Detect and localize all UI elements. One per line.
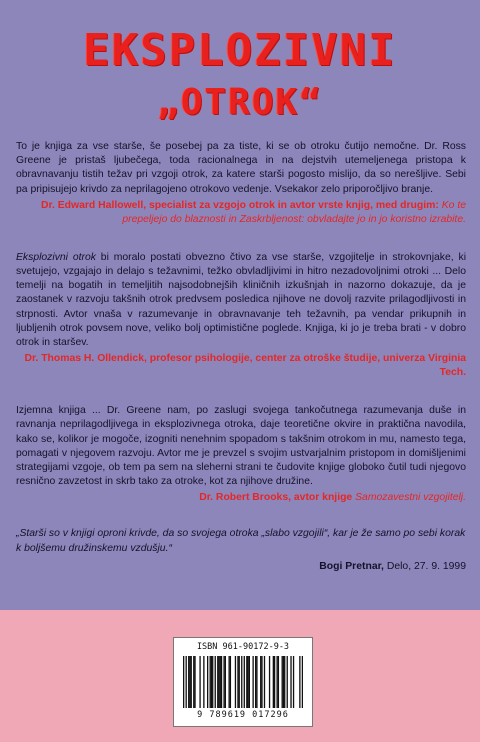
- blurb-1-credit-works: Ko te prepeljejo do blaznosti in Zaskrbljenost: obvladajte jo in jo koristno izrabite.: [122, 199, 466, 225]
- barcode-bar: [256, 656, 257, 708]
- barcode-bar: [211, 656, 212, 708]
- barcode-bar: [249, 656, 250, 708]
- blurb-3-credit-work: Samozavestni vzgojitelj.: [355, 492, 466, 504]
- title-line-1: EKSPLOZIVNI: [83, 25, 397, 76]
- barcode-bar: [220, 656, 221, 708]
- barcode-bar: [230, 656, 231, 708]
- barcode-bar: [299, 656, 300, 708]
- isbn-text: ISBN 961-90172-9-3: [196, 642, 290, 652]
- barcode-bar: [221, 656, 222, 708]
- barcode-bar: [247, 656, 248, 708]
- barcode-number: 9 789619 017296: [197, 710, 289, 720]
- barcode-bar: [287, 656, 288, 708]
- blurb-3-credit: [16, 491, 466, 505]
- barcode-bar: [203, 656, 204, 708]
- barcode-bar: [223, 656, 224, 708]
- barcode-bar: [283, 656, 284, 708]
- barcode-bar: [186, 656, 187, 708]
- barcode-bar: [237, 656, 238, 708]
- barcode-bar: [260, 656, 261, 708]
- blurb-3-credit-role: avtor knjige: [293, 492, 353, 504]
- barcode-bar: [274, 656, 275, 708]
- barcode-bar: [228, 656, 229, 708]
- barcode-bar: [189, 656, 190, 708]
- blurb-1-credit-role: specialist za vzgojo otrok in avtor vrste knjig, med drugim:: [148, 199, 439, 211]
- barcode-bar: [290, 656, 291, 708]
- barcode-bar: [210, 656, 211, 708]
- barcode-bar: [276, 656, 277, 708]
- blurb-2-credit: [16, 352, 466, 380]
- press-quote-author: Bogi Pretnar,: [319, 560, 384, 572]
- blurb-1-credit-name: Dr. Edward Hallowell,: [41, 199, 147, 211]
- press-quote-source: Delo, 27. 9. 1999: [386, 560, 466, 572]
- barcode-bar: [239, 656, 240, 708]
- barcode-bar: [252, 656, 253, 708]
- barcode-bar: [261, 656, 262, 708]
- barcode-bar: [235, 656, 236, 708]
- barcode-bar: [269, 656, 270, 708]
- barcode-bar: [207, 656, 208, 708]
- barcode-bar: [194, 656, 195, 708]
- barcode-bar: [199, 656, 200, 708]
- barcode-bar: [217, 656, 218, 708]
- barcode-icon: [183, 656, 303, 708]
- barcode-bar: [193, 656, 194, 708]
- barcode-bar: [255, 656, 256, 708]
- barcode-bar: [302, 656, 303, 708]
- barcode-bar: [246, 656, 247, 708]
- barcode-bar: [264, 656, 265, 708]
- barcode-bar: [282, 656, 283, 708]
- barcode-bar: [284, 656, 285, 708]
- blurb-column: [16, 140, 466, 574]
- barcode-bar: [273, 656, 274, 708]
- barcode-bar: [241, 656, 242, 708]
- barcode-label: [173, 637, 313, 727]
- barcode-bar: [225, 656, 226, 708]
- barcode-bar: [212, 656, 213, 708]
- barcode-bar: [218, 656, 219, 708]
- press-quote-credit: [16, 560, 466, 574]
- blurb-3-credit-name: Dr. Robert Brooks,: [199, 492, 291, 504]
- blurb-2-book-title: Eksplozivni otrok: [16, 251, 96, 263]
- barcode-bar: [191, 656, 192, 708]
- blurb-3-text: Izjemna knjiga ... Dr. Greene nam, po zaslugi svojega tankočutnega razumevanja duše in ravnanja neprilagodljivega in eksplozivnega otroka, daje teoretične okvire in praktična navodila, kako se, kolikor je mogoče, izogniti nenehnim spopadom s takšnim otrokom in mu, namesto tega, pomagati v njegovem razvoju. Avtor me je prevzel s svojim ustvarjalnim pristopom in domišljenimi strategijami vzgoje, ob tem pa sem na sleherni strani te čudovite knjige globoko čutil tudi njegovo resnično zavzetost in skrb tako za otroke, kot za njihove družine.: [16, 405, 466, 488]
- blurb-2-credit-name: Dr. Thomas H. Ollendick,: [24, 353, 147, 365]
- blurb-1-text: To je knjiga za vse starše, še posebej pa za tiste, ki se ob otroku čutijo nemočne. Dr. Ross Greene je pristaš ljubečega, toda racionalnega in na dejstvih utemeljenega pristopa k obravnavanju tistih težav pri vzgoji otrok, za katere starši pogosto mislijo, da so nerešljive. Sebi pa pripisujejo krivdo za neprilagojeno otrokovo vedenje. Vsekakor zelo priporočljivo branje.: [16, 141, 466, 195]
- barcode-bar: [293, 656, 294, 708]
- barcode-bar: [278, 656, 279, 708]
- barcode-bar: [215, 656, 216, 708]
- blurb-2-text: bi moralo postati obvezno čtivo za vse starše, vzgojitelje in strokovnjake, ki svetujejo, vzgajajo in delajo s težavnimi, težko obvladljivimi in hitro nezadovoljnimi otroki ... Delo temelji na bogatih in temeljitih najsodobnejših kliničnih izkušnjah in nazorno dokazuje, da je zaostanek v razvoju takšnih otrok predvsem posledica njihove ne dovolj razvite prilagodljivosti in strpnosti. Avtor vnaša v razumevanje in obravnavanje teh težavnih, pa vendar prikupnih in ljubljenih otrok povsem nove, veliko bolj optimistične poglede. Knjiga, ki jo je treba brati - v dobro otrok in staršev.: [16, 251, 467, 349]
- blurb-1-credit: [16, 199, 466, 227]
- barcode-bar: [244, 656, 245, 708]
- blurb-2: [16, 251, 466, 350]
- barcode-bar: [188, 656, 189, 708]
- title-line-2: „OTROK“: [157, 82, 323, 123]
- barcode-bar: [183, 656, 184, 708]
- press-quote: „Starši so v knjigi oproni krivde, da so svojega otroka „slabo vzgojili“, kar je že samo po sebi korak k boljšemu družinskemu vzdušju.“: [16, 528, 466, 554]
- blurb-2-credit-role: profesor psihologije, center za otroške študije, univerza Virginia Tech.: [149, 353, 466, 379]
